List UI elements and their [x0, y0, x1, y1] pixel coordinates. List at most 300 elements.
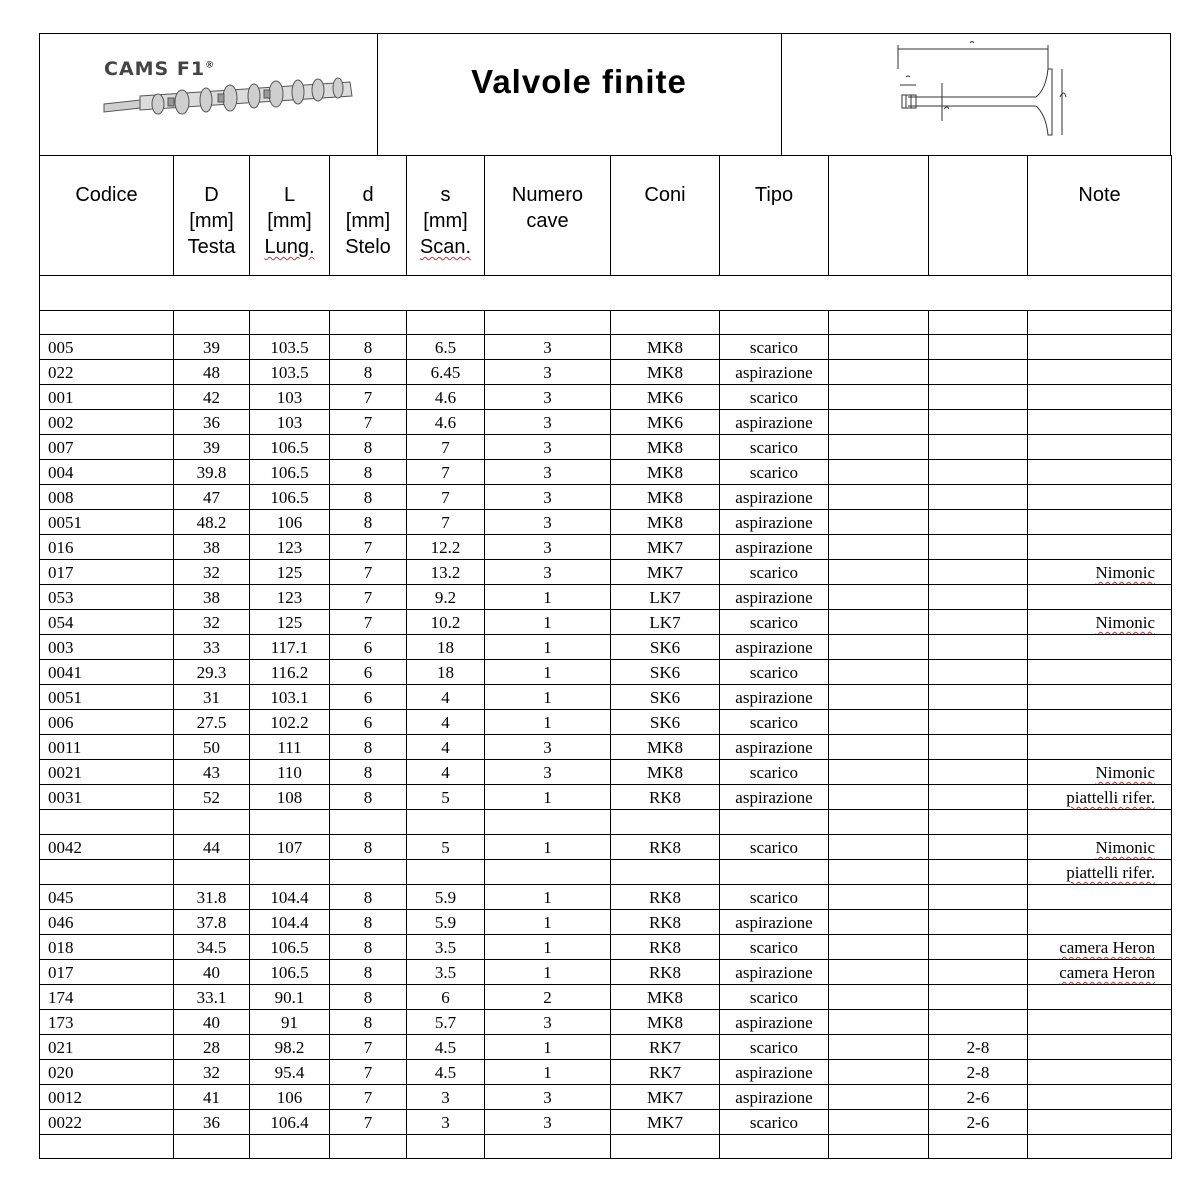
cell-tipo [720, 860, 829, 885]
cell-codice: 018 [40, 935, 174, 960]
cell-blank-1 [829, 385, 929, 410]
cell-d-testa: 43 [174, 760, 250, 785]
table-row [40, 785, 1172, 810]
cell-codice: 173 [40, 1010, 174, 1035]
cell-blank-1 [829, 560, 929, 585]
cell-blank-2 [929, 410, 1028, 435]
table-row [40, 985, 1172, 1010]
cell-coni: MK8 [611, 985, 720, 1010]
cell-codice: 053 [40, 585, 174, 610]
cell-d-testa: 52 [174, 785, 250, 810]
cell-l-lung: 106.5 [250, 460, 330, 485]
cell-coni: MK8 [611, 460, 720, 485]
cell-blank-1 [829, 1010, 929, 1035]
cell-codice: 020 [40, 1060, 174, 1085]
cell-blank-2: 2-6 [929, 1110, 1028, 1135]
table-header-row [40, 156, 1172, 276]
cell-d-testa: 39 [174, 335, 250, 360]
cell-codice: 002 [40, 410, 174, 435]
cell-d-stelo: 7 [330, 585, 407, 610]
cell-s-scan: 5 [407, 835, 485, 860]
cell-codice: 017 [40, 560, 174, 585]
cell-note [1028, 635, 1172, 660]
cell-codice: 004 [40, 460, 174, 485]
cell-tipo: scarico [720, 385, 829, 410]
cell-numero-cave: 1 [485, 960, 611, 985]
cell-numero-cave: 1 [485, 835, 611, 860]
cell-blank-2 [929, 735, 1028, 760]
cell-blank-1 [829, 910, 929, 935]
col-header-note: Note [1028, 156, 1172, 276]
cell-numero-cave: 1 [485, 1035, 611, 1060]
cell-blank-1 [829, 985, 929, 1010]
cell-blank-2 [929, 360, 1028, 385]
cell-s-scan: 6 [407, 985, 485, 1010]
cell-numero-cave: 3 [485, 1110, 611, 1135]
cell-s-scan: 18 [407, 635, 485, 660]
cell-blank-2 [929, 810, 1028, 835]
cell-l-lung: 106.5 [250, 935, 330, 960]
cell-d-testa: 32 [174, 560, 250, 585]
cell-numero-cave: 1 [485, 910, 611, 935]
cell-blank-2 [929, 535, 1028, 560]
cell-d-stelo: 8 [330, 485, 407, 510]
cell-s-scan: 5.7 [407, 1010, 485, 1035]
cell-tipo: scarico [720, 1110, 829, 1135]
table-row [40, 760, 1172, 785]
cell-blank-1 [829, 335, 929, 360]
cell-d-testa: 41 [174, 1085, 250, 1110]
table-row [40, 960, 1172, 985]
cell-blank-2: 2-8 [929, 1035, 1028, 1060]
cell-numero-cave: 3 [485, 335, 611, 360]
cell-s-scan: 4.5 [407, 1035, 485, 1060]
cell-s-scan: 3 [407, 1110, 485, 1135]
cell-blank-1 [829, 610, 929, 635]
cell-tipo: scarico [720, 610, 829, 635]
cell-blank-2 [929, 985, 1028, 1010]
cell-l-lung: 103.5 [250, 360, 330, 385]
table-row [40, 1110, 1172, 1135]
cell-note [1028, 1010, 1172, 1035]
cell-numero-cave [485, 810, 611, 835]
cell-tipo: aspirazione [720, 960, 829, 985]
cell-note [1028, 810, 1172, 835]
cell-l-lung: 90.1 [250, 985, 330, 1010]
cell-l-lung: 104.4 [250, 910, 330, 935]
cell-blank-1 [829, 785, 929, 810]
cell-codice: 0051 [40, 510, 174, 535]
cell-numero-cave: 1 [485, 935, 611, 960]
cell-note [1028, 1085, 1172, 1110]
cell-d-testa: 31 [174, 685, 250, 710]
cell-numero-cave: 3 [485, 735, 611, 760]
table-row [40, 560, 1172, 585]
cell-coni: RK8 [611, 885, 720, 910]
cell-l-lung: 98.2 [250, 1035, 330, 1060]
cell-codice: 017 [40, 960, 174, 985]
cell-s-scan: 9.2 [407, 585, 485, 610]
cell-codice: 0022 [40, 1110, 174, 1135]
cell-tipo: aspirazione [720, 910, 829, 935]
cell-blank-2: 2-6 [929, 1085, 1028, 1110]
cell-s-scan: 4.6 [407, 385, 485, 410]
cell-note [1028, 985, 1172, 1010]
cell-codice [40, 810, 174, 835]
cell-tipo: scarico [720, 710, 829, 735]
cell-tipo: aspirazione [720, 535, 829, 560]
cell-coni: MK7 [611, 560, 720, 585]
col-header-blank-1 [829, 156, 929, 276]
cell-numero-cave: 2 [485, 985, 611, 1010]
cell-codice: 005 [40, 335, 174, 360]
cell-d-stelo: 7 [330, 410, 407, 435]
cell-d-testa: 29.3 [174, 660, 250, 685]
cell-coni: MK7 [611, 1110, 720, 1135]
cell-d-testa: 32 [174, 1060, 250, 1085]
diagram-cell [781, 34, 1170, 155]
cell-numero-cave [485, 860, 611, 885]
table-row [40, 910, 1172, 935]
cell-codice: 006 [40, 710, 174, 735]
cell-l-lung: 111 [250, 735, 330, 760]
cell-numero-cave: 3 [485, 1085, 611, 1110]
table-row [40, 885, 1172, 910]
cell-l-lung: 103.5 [250, 335, 330, 360]
col-header-s-scan: s [mm] Scan. [407, 156, 485, 276]
cell-codice: 0012 [40, 1085, 174, 1110]
cell-d-testa: 39.8 [174, 460, 250, 485]
cell-s-scan: 7 [407, 510, 485, 535]
table-row [40, 1060, 1172, 1085]
cell-coni: LK7 [611, 585, 720, 610]
cell-d-testa: 33 [174, 635, 250, 660]
table-row [40, 535, 1172, 560]
table-row [40, 1010, 1172, 1035]
cell-d-stelo: 7 [330, 1110, 407, 1135]
cell-coni: LK7 [611, 610, 720, 635]
cell-d-testa: 44 [174, 835, 250, 860]
cell-d-stelo: 8 [330, 760, 407, 785]
cell-codice: 0031 [40, 785, 174, 810]
cell-d-stelo: 7 [330, 385, 407, 410]
cell-l-lung: 108 [250, 785, 330, 810]
cell-numero-cave: 1 [485, 635, 611, 660]
cell-d-testa: 36 [174, 410, 250, 435]
cell-blank-2 [929, 335, 1028, 360]
cell-d-stelo: 8 [330, 735, 407, 760]
valve-table [39, 155, 1172, 1159]
cell-l-lung: 103.1 [250, 685, 330, 710]
cell-l-lung: 95.4 [250, 1060, 330, 1085]
cell-tipo: aspirazione [720, 510, 829, 535]
cell-d-testa: 28 [174, 1035, 250, 1060]
table-row [40, 860, 1172, 885]
cell-coni: RK8 [611, 935, 720, 960]
cell-tipo: scarico [720, 760, 829, 785]
cell-d-stelo [330, 860, 407, 885]
cell-codice: 174 [40, 985, 174, 1010]
cell-d-stelo: 8 [330, 360, 407, 385]
cell-note [1028, 710, 1172, 735]
cell-blank-1 [829, 860, 929, 885]
cell-s-scan [407, 860, 485, 885]
table-row [40, 710, 1172, 735]
header-band [39, 33, 1171, 155]
cell-l-lung: 106.5 [250, 485, 330, 510]
cell-blank-2 [929, 885, 1028, 910]
cell-d-stelo: 8 [330, 335, 407, 360]
col-header-codice: Codice [40, 156, 174, 276]
cell-coni: MK6 [611, 410, 720, 435]
cell-tipo: aspirazione [720, 1010, 829, 1035]
cell-blank-2 [929, 960, 1028, 985]
cell-l-lung: 106 [250, 1085, 330, 1110]
cell-numero-cave: 3 [485, 510, 611, 535]
cell-numero-cave: 3 [485, 1010, 611, 1035]
cell-d-testa [174, 860, 250, 885]
cell-coni: RK7 [611, 1035, 720, 1060]
cell-s-scan [407, 810, 485, 835]
cell-blank-1 [829, 485, 929, 510]
cell-d-testa: 40 [174, 1010, 250, 1035]
cell-note [1028, 1035, 1172, 1060]
col-header-l-lung: L [mm] Lung. [250, 156, 330, 276]
cell-l-lung: 125 [250, 610, 330, 635]
empty-row [40, 1135, 1172, 1159]
cell-coni: MK8 [611, 760, 720, 785]
cell-codice: 001 [40, 385, 174, 410]
cell-s-scan: 7 [407, 435, 485, 460]
cell-blank-2 [929, 860, 1028, 885]
cell-blank-2 [929, 935, 1028, 960]
table-row [40, 835, 1172, 860]
cell-blank-1 [829, 360, 929, 385]
cell-d-testa: 37.8 [174, 910, 250, 935]
cell-blank-2 [929, 685, 1028, 710]
table-row [40, 385, 1172, 410]
cell-d-stelo: 7 [330, 1060, 407, 1085]
cell-codice [40, 860, 174, 885]
cell-blank-1 [829, 835, 929, 860]
col-header-tipo: Tipo [720, 156, 829, 276]
cell-coni: MK8 [611, 360, 720, 385]
cell-note [1028, 660, 1172, 685]
cell-tipo: aspirazione [720, 585, 829, 610]
cell-d-stelo: 8 [330, 785, 407, 810]
cell-tipo [720, 810, 829, 835]
cell-tipo: scarico [720, 560, 829, 585]
cell-blank-1 [829, 660, 929, 685]
cell-s-scan: 4.5 [407, 1060, 485, 1085]
cell-numero-cave: 3 [485, 360, 611, 385]
cell-l-lung: 107 [250, 835, 330, 860]
cell-note [1028, 410, 1172, 435]
cell-coni: MK8 [611, 1010, 720, 1035]
cell-coni: RK8 [611, 785, 720, 810]
table-row [40, 660, 1172, 685]
cell-d-stelo: 8 [330, 835, 407, 860]
cell-blank-2 [929, 785, 1028, 810]
cell-blank-1 [829, 685, 929, 710]
cell-note [1028, 1110, 1172, 1135]
cell-blank-1 [829, 585, 929, 610]
cell-l-lung: 123 [250, 535, 330, 560]
cell-s-scan: 6.45 [407, 360, 485, 385]
cell-note [1028, 1060, 1172, 1085]
cell-numero-cave: 3 [485, 410, 611, 435]
cell-blank-2 [929, 485, 1028, 510]
cell-d-stelo: 6 [330, 685, 407, 710]
cell-d-testa: 36 [174, 1110, 250, 1135]
cell-d-stelo: 8 [330, 1010, 407, 1035]
cell-blank-1 [829, 1110, 929, 1135]
cell-d-stelo [330, 810, 407, 835]
cell-tipo: scarico [720, 660, 829, 685]
col-header-d-stelo: d [mm] Stelo [330, 156, 407, 276]
cell-codice: 054 [40, 610, 174, 635]
cell-blank-1 [829, 960, 929, 985]
cell-codice: 0011 [40, 735, 174, 760]
cell-s-scan: 5.9 [407, 885, 485, 910]
cell-numero-cave: 3 [485, 760, 611, 785]
cell-coni: MK7 [611, 1085, 720, 1110]
cell-blank-2 [929, 710, 1028, 735]
cell-d-stelo: 7 [330, 1085, 407, 1110]
cell-note [1028, 585, 1172, 610]
cell-l-lung: 106.4 [250, 1110, 330, 1135]
cell-tipo: aspirazione [720, 635, 829, 660]
cell-s-scan: 6.5 [407, 335, 485, 360]
col-header-numero-cave: Numero cave [485, 156, 611, 276]
cell-codice: 0051 [40, 685, 174, 710]
cell-blank-1 [829, 760, 929, 785]
cell-blank-2 [929, 460, 1028, 485]
cell-s-scan: 7 [407, 460, 485, 485]
cell-s-scan: 12.2 [407, 535, 485, 560]
cell-blank-2 [929, 760, 1028, 785]
cell-codice: 022 [40, 360, 174, 385]
cell-coni: SK6 [611, 685, 720, 710]
cell-blank-1 [829, 735, 929, 760]
cell-s-scan: 10.2 [407, 610, 485, 635]
cell-note [1028, 335, 1172, 360]
cell-note [1028, 460, 1172, 485]
table-row [40, 585, 1172, 610]
cell-coni: MK6 [611, 385, 720, 410]
cell-note [1028, 385, 1172, 410]
cell-s-scan: 3 [407, 1085, 485, 1110]
cell-d-stelo: 7 [330, 560, 407, 585]
cell-codice: 0042 [40, 835, 174, 860]
table-row [40, 435, 1172, 460]
cell-blank-1 [829, 935, 929, 960]
cell-l-lung [250, 810, 330, 835]
cell-l-lung: 106 [250, 510, 330, 535]
col-header-d-testa: D [mm] Testa [174, 156, 250, 276]
cell-d-testa: 50 [174, 735, 250, 760]
cell-coni: RK8 [611, 910, 720, 935]
cell-tipo: scarico [720, 835, 829, 860]
cell-note: piattelli rifer. [1028, 860, 1172, 885]
cell-tipo: aspirazione [720, 360, 829, 385]
cell-note [1028, 535, 1172, 560]
cell-tipo: scarico [720, 1035, 829, 1060]
cell-coni: MK8 [611, 335, 720, 360]
table-row [40, 485, 1172, 510]
cell-s-scan: 4 [407, 735, 485, 760]
cell-d-testa: 47 [174, 485, 250, 510]
cell-blank-1 [829, 535, 929, 560]
cell-s-scan: 18 [407, 660, 485, 685]
cell-tipo: aspirazione [720, 410, 829, 435]
cell-blank-1 [829, 885, 929, 910]
cell-numero-cave: 1 [485, 885, 611, 910]
brand-logo: CAMS F1® [104, 58, 216, 80]
cell-d-stelo: 8 [330, 960, 407, 985]
cell-numero-cave: 1 [485, 710, 611, 735]
cell-d-stelo: 8 [330, 935, 407, 960]
cell-codice: 0041 [40, 660, 174, 685]
cell-d-testa: 27.5 [174, 710, 250, 735]
table-row [40, 1085, 1172, 1110]
title-cell [377, 34, 782, 155]
cell-tipo: aspirazione [720, 1060, 829, 1085]
cell-tipo: aspirazione [720, 785, 829, 810]
cell-coni: RK8 [611, 960, 720, 985]
logo-cell [40, 34, 378, 155]
cell-note: camera Heron [1028, 935, 1172, 960]
table-row [40, 1035, 1172, 1060]
cell-l-lung: 123 [250, 585, 330, 610]
cell-coni: SK6 [611, 710, 720, 735]
camshaft-icon [100, 74, 360, 124]
cell-note: Nimonic [1028, 560, 1172, 585]
cell-numero-cave: 1 [485, 585, 611, 610]
cell-d-testa: 40 [174, 960, 250, 985]
table-row [40, 635, 1172, 660]
cell-l-lung: 103 [250, 410, 330, 435]
cell-blank-2: 2-8 [929, 1060, 1028, 1085]
cell-coni [611, 860, 720, 885]
cell-d-stelo: 8 [330, 435, 407, 460]
cell-d-stelo: 6 [330, 660, 407, 685]
cell-coni: MK8 [611, 510, 720, 535]
cell-numero-cave: 3 [485, 385, 611, 410]
cell-note: Nimonic [1028, 610, 1172, 635]
cell-note [1028, 685, 1172, 710]
cell-note [1028, 510, 1172, 535]
spacer-row [40, 276, 1172, 311]
cell-tipo: aspirazione [720, 685, 829, 710]
cell-l-lung: 102.2 [250, 710, 330, 735]
cell-d-testa [174, 810, 250, 835]
cell-tipo: scarico [720, 435, 829, 460]
cell-note: camera Heron [1028, 960, 1172, 985]
table-row [40, 685, 1172, 710]
table-row [40, 410, 1172, 435]
cell-s-scan: 3.5 [407, 935, 485, 960]
cell-tipo: aspirazione [720, 1085, 829, 1110]
cell-l-lung: 103 [250, 385, 330, 410]
col-header-blank-2 [929, 156, 1028, 276]
cell-d-testa: 48.2 [174, 510, 250, 535]
cell-d-stelo: 7 [330, 535, 407, 560]
cell-blank-1 [829, 510, 929, 535]
cell-blank-1 [829, 810, 929, 835]
cell-s-scan: 3.5 [407, 960, 485, 985]
cell-coni: SK6 [611, 660, 720, 685]
